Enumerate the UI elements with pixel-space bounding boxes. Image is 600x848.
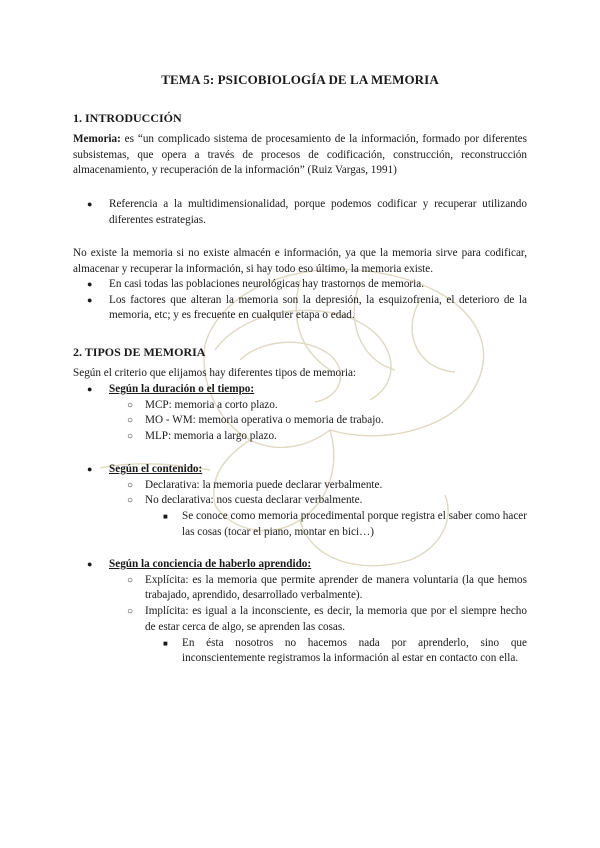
- definition-text: es “un complicado sistema de procesamiento de la información, formado por diferentes subsistemas, que opera a través de procesos de codificación, construcción, reconstrucción almacenamiento, y recuperación de la información” (Ruiz Vargas, 1991): [73, 133, 527, 177]
- list-item-text: MLP: memoria a largo plazo.: [145, 430, 277, 443]
- criterion-label: Según la duración o el tiempo:: [109, 383, 255, 395]
- duration-list: [73, 382, 527, 445]
- circle-marker: ○: [127, 415, 134, 427]
- circle-marker: ○: [127, 495, 134, 507]
- list-item-text: Implícita: es igual a la inconsciente, es decir, la memoria que por el siempre hecho de estar cerca de algo, se aprenden las cosas.: [145, 605, 527, 633]
- tipos-intro: Según el criterio que elijamos hay diferentes tipos de memoria:: [73, 367, 357, 379]
- list-item-text: Los factores que alteran la memoria son la depresión, la esquizofrenia, el deterioro de la memoria, etc; y es frecuente en cualquier etapa o edad.: [109, 293, 527, 322]
- criterion-awareness: [73, 557, 527, 573]
- list-item: [73, 277, 527, 293]
- memory-paragraph: No existe la memoria si no existe almacén e información, ya que la memoria sirve para codificar, almacenar y recuperar la información, si hay todo eso último, la memoria existe.: [73, 247, 527, 275]
- definition-term: Memoria:: [73, 133, 121, 145]
- list-item: [73, 413, 527, 429]
- list-item: [73, 478, 527, 494]
- list-item-text: Declarativa: la memoria puede declarar verbalmente.: [145, 478, 383, 491]
- list-item: [73, 429, 527, 445]
- list-item-text: Explícita: es la memoria que permite aprender de manera voluntaria (la que hemos trabajado, aprendido, desarrollado verbalmente).: [145, 573, 527, 602]
- bullet-marker: ●: [87, 294, 93, 305]
- list-item-text: MO - WM: memoria operativa o memoria de trabajo.: [145, 414, 384, 427]
- criterion-label: Según el contenido:: [109, 463, 203, 475]
- section-heading-introduccion: 1. INTRODUCCIÓN: [73, 111, 182, 125]
- circle-marker: ○: [127, 431, 134, 443]
- list-item-text: Referencia a la multidimensionalidad, porque podemos codificar y recuperar utilizando diferentes estrategias.: [109, 198, 527, 226]
- bullet-marker: ●: [87, 199, 93, 209]
- content-list: [73, 462, 527, 541]
- bullet-marker: ●: [87, 559, 93, 569]
- list-item: [73, 197, 527, 228]
- circle-marker: ○: [127, 574, 134, 586]
- list-item-text: En ésta nosotros no hacemos nada por aprenderlo, sino que inconscientemente registramos la información al estar en contacto con ella.: [182, 636, 527, 665]
- definition-paragraph: [73, 132, 527, 179]
- criterion-duration: [73, 382, 527, 398]
- factors-bullet-list: [73, 277, 527, 324]
- circle-marker: ○: [127, 399, 134, 411]
- list-item: [73, 398, 527, 414]
- list-item-text: No declarativa: nos cuesta declarar verbalmente.: [145, 494, 363, 507]
- circle-marker: ○: [127, 479, 134, 491]
- section-heading-tipos: 2. TIPOS DE MEMORIA: [73, 345, 206, 359]
- bullet-marker: ●: [87, 279, 93, 289]
- page-title: TEMA 5: PSICOBIOLOGÍA DE LA MEMORIA: [161, 72, 439, 87]
- intro-bullet-list: [73, 197, 527, 228]
- list-item: [73, 573, 527, 604]
- criterion-label: Según la conciencia de haberlo aprendido:: [109, 558, 312, 570]
- square-marker: ■: [163, 638, 168, 648]
- list-item-text: MCP: memoria a corto plazo.: [145, 398, 278, 411]
- list-item: [73, 636, 527, 667]
- list-item: [73, 509, 527, 540]
- list-item: [73, 293, 527, 324]
- list-item-text: Se conoce como memoria procedimental porque registra el saber como hacer las cosas (tocar el piano, montar en bici…): [182, 510, 527, 538]
- list-item-text: En casi todas las poblaciones neurológicas hay trastornos de memoria.: [109, 278, 425, 290]
- criterion-content: [73, 462, 527, 478]
- bullet-marker: ●: [87, 464, 93, 474]
- bullet-marker: ●: [87, 384, 93, 394]
- circle-marker: ○: [127, 606, 134, 618]
- square-marker: ■: [163, 512, 168, 522]
- awareness-list: [73, 557, 527, 667]
- list-item: [73, 493, 527, 509]
- list-item: [73, 604, 527, 635]
